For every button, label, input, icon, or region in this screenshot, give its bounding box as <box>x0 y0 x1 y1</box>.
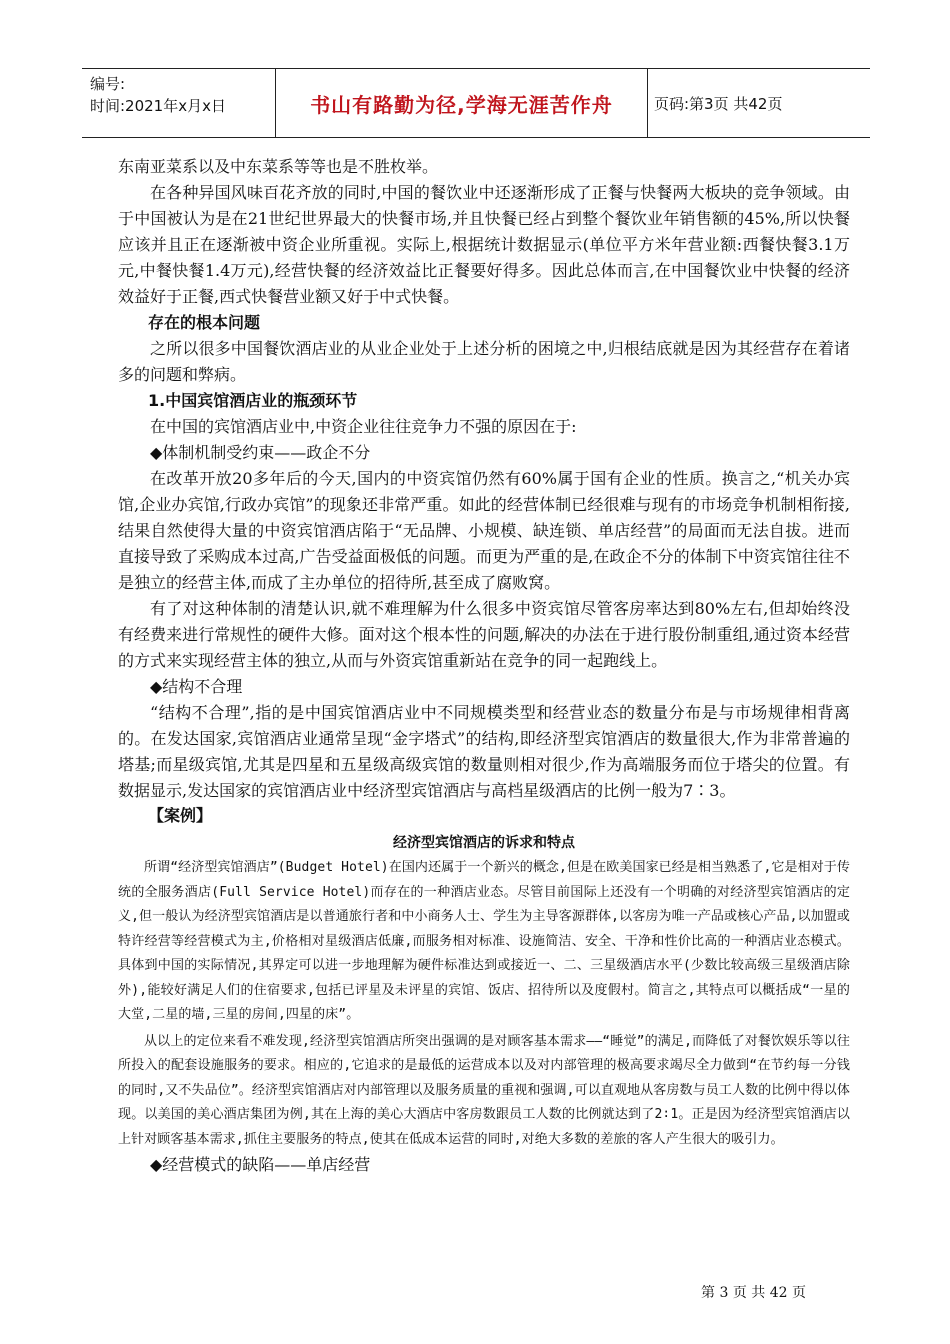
case-title: 经济型宾馆酒店的诉求和特点 <box>393 835 575 851</box>
page-header <box>82 68 870 138</box>
bullet-heading: ◆体制机制受约束——政企不分 <box>150 443 371 462</box>
paragraph: 东南亚菜系以及中东菜系等等也是不胜枚举。 <box>118 157 439 176</box>
paragraph: 在各种异国风味百花齐放的同时,中国的餐饮业中还逐渐形成了正餐与快餐两大板块的竞争领域。由于中国被认为是在21世纪世界最大的快餐市场,并且快餐已经占到整个餐饮业年销售额的45%,所以快餐应该并且正在逐渐被中资企业所重视。实际上,根据统计数据显示(单位平方米年营业额:西餐快餐3.1万元,中餐快餐1.4万元),经营快餐的经济效益比正餐要好得多。因此总体而言,在中国餐饮业中快餐的经济效益好于正餐,西式快餐营业额又好于中式快餐。 <box>118 183 850 306</box>
header-motto: 书山有路勤为径,学海无涯苦作舟 <box>310 92 613 117</box>
page-footer: 第 3 页 共 42 页 <box>701 1285 806 1301</box>
paragraph: 在中国的宾馆酒店业中,中资企业往往竞争力不强的原因在于: <box>150 417 577 436</box>
case-paragraph: 从以上的定位来看不难发现,经济型宾馆酒店所突出强调的是对顾客基本需求——“睡觉”的满足,而降低了对餐饮娱乐等以往所投入的配套设施服务的要求。相应的,它追求的是最低的运营成本以及对内部管理的极高要求竭尽全力做到“在节约每一分钱的同时,又不失品位”。经济型宾馆酒店对内部管理以及服务质量的重视和强调,可以直观地从客房数与员工人数的比例中得以体现。以美国的美心酒店集团为例,其在上海的美心大酒店中客房数跟员工人数的比例就达到了2∶1。正是因为经济型宾馆酒店以上针对顾客基本需求,抓住主要服务的特点,使其在低成本运营的同时,对绝大多数的差旅的客人产生很大的吸引力。 <box>118 1033 850 1147</box>
section-heading: 存在的根本问题 <box>148 313 261 332</box>
case-label: 【案例】 <box>148 806 213 825</box>
paragraph: 在改革开放20多年后的今天,国内的中资宾馆仍然有60%属于国有企业的性质。换言之,“机关办宾馆,企业办宾馆,行政办宾馆”的现象还非常严重。如此的经营体制已经很难与现有的市场竞争机制相衔接,结果自然使得大量的中资宾馆酒店陷于“无品牌、小规模、缺连锁、单店经营”的局面而无法自拔。进而直接导致了采购成本过高,广告受益面极低的问题。而更为严重的是,在政企不分的体制下中资宾馆往往不是独立的经营主体,而成了主办单位的招待所,甚至成了腐败窝。 <box>118 469 850 592</box>
paragraph: 之所以很多中国餐饮酒店业的从业企业处于上述分析的困境之中,归根结底就是因为其经营存在着诸多的问题和弊病。 <box>118 339 850 384</box>
header-page-number: 页码:第3页 共42页 <box>654 94 783 113</box>
header-meta <box>82 69 276 137</box>
paragraph: 有了对这种体制的清楚认识,就不难理解为什么很多中资宾馆尽管客房率达到80%左右,但却始终没有经费来进行常规性的硬件大修。面对这个根本性的问题,解决的办法在于进行股份制重组,通过资本经营的方式来实现经营主体的独立,从而与外资宾馆重新站在竞争的同一起跑线上。 <box>118 599 850 670</box>
bullet-heading: ◆结构不合理 <box>150 677 243 696</box>
document-body <box>118 154 850 1178</box>
case-paragraph: 所谓“经济型宾馆酒店”(Budget Hotel)在国内还属于一个新兴的概念,但是在欧美国家已经是相当熟悉了,它是相对于传统的全服务酒店(Full Service Hotel)而存在的一种酒店业态。尽管目前国际上还没有一个明确的对经济型宾馆酒店的定义,但一般认为经济型宾馆酒店是以普通旅行者和中小商务人士、学生为主导客源群体,以客房为唯一产品或核心产品,以加盟或特许经营等经营模式为主,价格相对星级酒店低廉,而服务相对标准、设施简洁、安全、干净和性价比高的一种酒店业态模式。具体到中国的实际情况,其界定可以进一步地理解为硬件标准达到或接近一、二、三星级酒店水平(少数比较高级三星级酒店除外),能较好满足人们的住宿要求,包括已评星及未评星的宾馆、饭店、招待所以及度假村。简言之,其特点可以概括成“一星的大堂,二星的墙,三星的房间,四星的床”。 <box>118 860 850 1022</box>
header-page-cell <box>648 69 870 137</box>
header-motto-cell <box>276 69 648 137</box>
section-heading: 1.中国宾馆酒店业的瓶颈环节 <box>148 391 358 410</box>
doc-time-label: 时间:2021年x月x日 <box>90 97 226 115</box>
doc-number-label: 编号: <box>90 75 126 93</box>
bullet-heading: ◆经营模式的缺陷——单店经营 <box>150 1155 371 1174</box>
paragraph: “结构不合理”,指的是中国宾馆酒店业中不同规模类型和经营业态的数量分布是与市场规律相背离的。在发达国家,宾馆酒店业通常呈现“金字塔式”的结构,即经济型宾馆酒店的数量很大,作为非常普遍的塔基;而星级宾馆,尤其是四星和五星级高级宾馆的数量则相对很少,作为高端服务而位于塔尖的位置。有数据显示,发达国家的宾馆酒店业中经济型宾馆酒店与高档星级酒店的比例一般为7∶3。 <box>118 703 850 800</box>
